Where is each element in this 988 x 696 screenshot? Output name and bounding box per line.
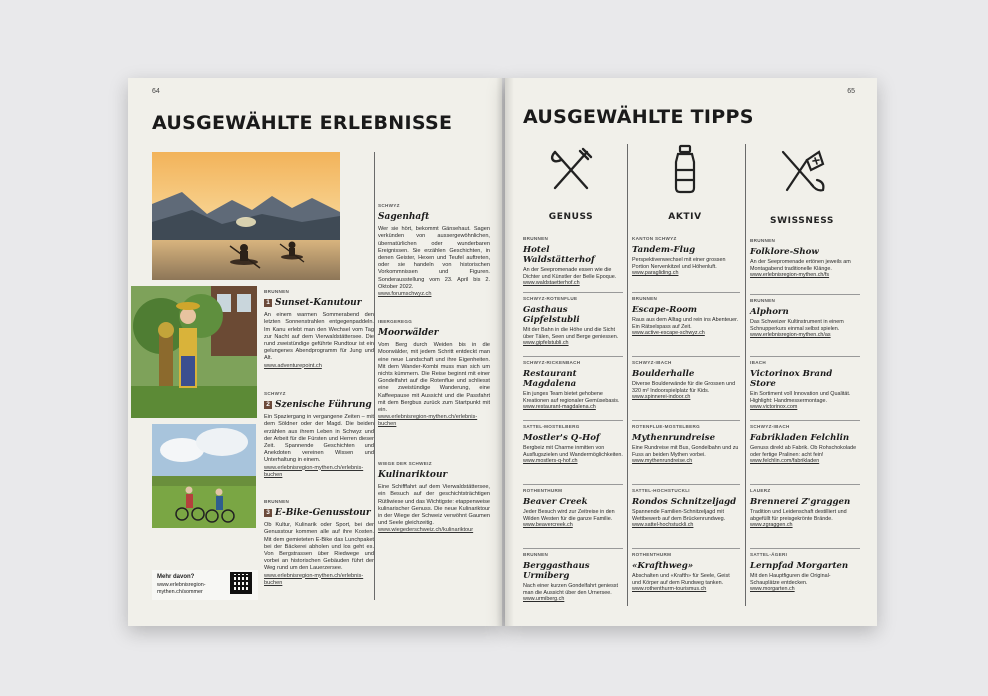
right-page — [505, 78, 877, 626]
tip-beaver-creek — [523, 488, 623, 529]
tip-separator — [523, 548, 623, 549]
tip-text: Mit den Hauptfiguren die Original-Schauplätze entdecken. — [750, 572, 831, 586]
tip-berggasthaus-urmiberg — [523, 552, 623, 603]
tip-text: Das Schweizer Kultinstrument in einem Schnupperkurs einmal selbst spielen. — [750, 318, 844, 332]
tip-title: Alphorn — [750, 306, 789, 317]
tip-link[interactable]: www.erlebnisregion-mythen.ch/fs — [750, 272, 830, 279]
tip-separator — [750, 548, 860, 549]
tip-location: ROTHENTHURM — [632, 552, 672, 557]
tip-location: BRUNNEN — [523, 552, 549, 557]
tip-location: SATTEL-MOSTELBERG — [523, 424, 580, 429]
tip-title: Victorinox Brand Store — [750, 368, 833, 389]
alphorn-flag-icon — [777, 146, 827, 201]
sunset-kayak-photo — [152, 152, 340, 280]
tip-title: Mostler's Q-Hof — [523, 432, 600, 443]
guided-tour-photo — [131, 286, 257, 418]
tip-title: Lernpfad Morgarten — [750, 560, 849, 571]
category-genuss: GENUSS — [548, 212, 594, 222]
tip-title: Berggasthaus Urmiberg — [523, 560, 590, 581]
entry-location: BRUNNEN — [264, 499, 290, 504]
tip-separator — [523, 420, 623, 421]
tip-location: BRUNNEN — [750, 238, 776, 243]
category-swissness: SWISSNESS — [770, 216, 834, 226]
tip-folklore-show — [750, 238, 860, 279]
entry-sagenhaft — [378, 202, 490, 298]
tip-text: An der Seepromenade ertönen jeweils am Montagabend traditionelle Klänge. — [750, 258, 851, 272]
page-title-left: AUSGEWÄHLTE ERLEBNISSE — [152, 112, 453, 134]
tip-restaurant-magdalena — [523, 360, 623, 411]
more-label: Mehr davon? — [157, 574, 195, 580]
tip-text: Bergbeiz mit Charme inmitten von Ausflugszielen und Wandermöglichkeiten. — [523, 444, 623, 458]
category-aktiv: AKTIV — [668, 212, 702, 222]
entry-link[interactable]: www.adventurepoint.ch — [264, 362, 322, 369]
tip-separator — [523, 356, 623, 357]
tip-mythenrundreise — [632, 424, 740, 465]
tip-title: Hotel Waldstätterhof — [523, 244, 595, 265]
tip-link[interactable]: www.sattel-hochstuckli.ch — [632, 522, 694, 529]
tip-separator — [750, 420, 860, 421]
page-number-left: 64 — [152, 88, 160, 95]
tip-boulderhalle — [632, 360, 740, 401]
tip-link[interactable]: www.rothenthurm-tourismus.ch — [632, 586, 707, 593]
tip-title: Mythenrundreise — [632, 432, 716, 443]
entry-link[interactable]: www.wiegederschweiz.ch/kulinariktour — [378, 527, 474, 534]
tip-title: Fabrikladen Felchlin — [750, 432, 850, 443]
tip-location: ROTHENTHURM — [523, 488, 563, 493]
tip-link[interactable]: www.urmiberg.ch — [523, 596, 565, 603]
tip-title: «Krafthweg» — [632, 560, 694, 571]
tip-separator — [632, 484, 740, 485]
tip-text: Jeder Besuch wird zur Zeitreise in den Wilden Westen für die ganze Familie. — [523, 508, 615, 522]
entry-text: Vom Berg durch Weiden bis in die Moorwälder, mit jedem Schritt entdeckt man eine neue Landschaft und ihre Eigenheiten. Mit dem Wander-Kombi muss man sich um nichts kümmern. Die Reise beginnt mit einer Gondelfahrt auf die Rotenflue und schliesst eine zweistündige Wanderung, eine Kaffeepause mit Aussicht und die Passfahrt mit dem Bergbus zurück zum Startpunkt mit ein. — [378, 342, 490, 414]
tip-location: BRUNNEN — [523, 236, 549, 241]
tip-title: Boulderhalle — [632, 368, 695, 379]
entry-location: BRUNNEN — [264, 289, 290, 294]
entry-moorwaelder — [378, 318, 490, 429]
qr-code[interactable] — [230, 572, 252, 594]
more-link[interactable]: www.erlebnisregion-mythen.ch/sommer — [157, 582, 206, 595]
tip-location: BRUNNEN — [750, 298, 776, 303]
tip-location: KANTON SCHWYZ — [632, 236, 677, 241]
tip-link[interactable]: www.erlebnisregion-mythen.ch/as — [750, 332, 831, 339]
tip-link[interactable]: www.felchlin.com/fabrikladen — [750, 458, 820, 465]
book-spine — [496, 78, 514, 626]
tip-separator — [750, 356, 860, 357]
tip-text: Eine Rundreise mit Bus, Gondelbahn und zu Fuss an beiden Mythen vorbei. — [632, 444, 739, 458]
tip-krafthweg — [632, 552, 740, 593]
tip-link[interactable]: www.paragliding.ch — [632, 270, 679, 277]
tip-victorinox-brand-store — [750, 360, 860, 411]
entry-location: SCHWYZ — [378, 203, 400, 208]
entry-title: 2 Szenische Führung — [264, 400, 374, 411]
tip-location: SCHWYZ-RICKENBACH — [523, 360, 581, 365]
tip-text: Nach einer kurzen Gondelfahrt geniesst man die Aussicht über den Urnersee. — [523, 582, 618, 596]
entry-title: 1 Sunset-Kanutour — [264, 298, 374, 309]
tip-link[interactable]: www.victorinox.com — [750, 404, 798, 411]
tip-title: Tandem-Flug — [632, 244, 696, 255]
entry-title: Kulinariktour — [378, 470, 448, 481]
tip-location: LAUERZ — [750, 488, 771, 493]
tip-title: Brennerei Z'graggen — [750, 496, 851, 507]
tip-location: SCHWYZ-ROTENFLUE — [523, 296, 578, 301]
tip-link[interactable]: www.active-escape-schwyz.ch — [632, 330, 705, 337]
tip-link[interactable]: www.waldstaetterhof.ch — [523, 280, 580, 287]
column-divider — [745, 144, 746, 606]
tip-text: Diverse Boulderwände für die Grossen und 320 m² Indoorspielplatz für Kids. — [632, 380, 736, 394]
tip-separator — [523, 484, 623, 485]
ebike-photo — [152, 424, 256, 528]
page-number-right: 65 — [847, 88, 855, 95]
tip-location: SATTEL-HOCHSTUCKLI — [632, 488, 690, 493]
page-title-right: AUSGEWÄHLTE TIPPS — [523, 106, 754, 128]
tip-separator — [523, 292, 623, 293]
tip-lernpfad-morgarten — [750, 552, 860, 593]
entry-location: IBERGEREGG — [378, 319, 413, 324]
entry-text: Eine Schifffahrt auf dem Vierwaldstättersee, ein Besuch auf der geschichtsträchtigen Rütliwiese und das Wichtigste: etappenweise kulinarischer Genuss. Die neue Kulinariktour in der Wiege der Schweiz verwöhnt Gaumen und Seele gleichzeitig. — [378, 484, 490, 527]
tip-title: Beaver Creek — [523, 496, 588, 507]
tip-text: Mit der Bahn in die Höhe und die Sicht über Tälen, Seen und Berge geniessen. — [523, 326, 619, 340]
entry-title: Sagenhaft — [378, 212, 430, 223]
tip-location: ROTENFLUE-MOSTELBERG — [632, 424, 701, 429]
tip-title: Gasthaus Gipfelstubli — [523, 304, 580, 325]
tip-text: Ein junges Team bietet gehobene Kreationen auf regionaler Gemüsebasis. — [523, 390, 620, 404]
tip-text: Raus aus dem Alltag und rein ins Abenteuer. Ein Rätselspass auf Zeit. — [632, 316, 739, 330]
entry-title: Moorwälder — [378, 328, 439, 339]
tip-alphorn — [750, 298, 860, 339]
entry-title: 3 E-Bike-Genusstour — [264, 508, 374, 519]
entry-kulinariktour — [378, 460, 490, 535]
entry-sunset-kanutour — [264, 288, 374, 370]
entry-number-badge: 3 — [264, 509, 272, 517]
tip-location: SCHWYZ-IBACH — [750, 424, 790, 429]
entry-text: Ob Kultur, Kulinarik oder Sport, bei der Genusstour kommen alle auf ihre Kosten. Mit dem gemieteten E-Bike das Lunchpaket bei der Bäckerei abholen und los geht es. Von Bergstrassen über Riedwege und vorbei an historischen Gebäuden führt der Weg rund um den Lauerzersee. — [264, 522, 374, 572]
tip-location: SATTEL-ÄGERI — [750, 552, 788, 557]
entry-number-badge: 1 — [264, 299, 272, 307]
tip-text: Spannende Familien-Schnitzeljagd mit Wettbewerb auf dem Brückenrundweg. — [632, 508, 726, 522]
tip-link[interactable]: www.mythenrundreise.ch — [632, 458, 693, 465]
tip-title: Escape-Room — [632, 304, 697, 315]
tip-link[interactable]: www.gipfelstubli.ch — [523, 340, 569, 347]
column-divider — [374, 152, 375, 600]
tip-title: Restaurant Magdalena — [523, 368, 577, 389]
entry-link[interactable]: www.erlebnisregion-mythen.ch/erlebnis-buchen — [264, 572, 364, 586]
entry-location: WIEGE DER SCHWEIZ — [378, 461, 432, 466]
water-bottle-icon — [671, 144, 699, 199]
tip-brennerei-zgraggen — [750, 488, 860, 529]
tip-location: BRUNNEN — [632, 296, 658, 301]
tip-hotel-waldstaetterhof — [523, 236, 623, 287]
tip-text: Perspektivenwechsel mit einer grossen Portion Nervenkitzel und Höhenluft. — [632, 256, 726, 270]
entry-szenische-fuehrung — [264, 390, 374, 479]
tip-text: Ein Sortiment voll Innovation und Qualität. Highlight: Handmessermontage. — [750, 390, 851, 404]
tip-escape-room — [632, 296, 740, 337]
tip-link[interactable]: www.zgraggen.ch — [750, 522, 793, 529]
left-page — [128, 78, 502, 626]
tip-separator — [750, 294, 860, 295]
entry-text: Wer sie hört, bekommt Gänsehaut. Sagen verkünden von aussergewöhnlichen, übernatürlichen oder wunderbaren Ereignissen. Sie erzählen Geschichten, in denen Geister, Hexen und Teufel auftreten, oder sie handeln von historischen Vorkommnissen und Figuren. Sonderausstellung vom 23. April bis 2. Oktober 2022. — [378, 226, 490, 290]
entry-number-badge: 2 — [264, 401, 272, 409]
tip-gasthaus-gipfelstubli — [523, 296, 623, 347]
entry-link[interactable]: www.erlebnisregion-mythen.ch/erlebnis-buchen — [378, 414, 478, 428]
tip-link[interactable]: www.mostlers-q-hof.ch — [523, 458, 578, 465]
column-divider — [627, 144, 628, 606]
entry-link[interactable]: www.erlebnisregion-mythen.ch/erlebnis-buchen — [264, 464, 364, 478]
entry-link[interactable]: www.forumschwyz.ch — [378, 291, 432, 298]
entry-text: An einem warmen Sommerabend den letzten Sonnenstrahlen entgegenpaddeln. Im Kanu erlebt man den Wechsel vom Tag zur Nacht auf dem Vierwaldstättersee. Die rund zweistündige geführte Rundtour ist ein gelungenes Abendprogramm für Jung und Alt. — [264, 312, 374, 362]
tip-separator — [632, 548, 740, 549]
fork-knife-icon — [547, 146, 595, 199]
entry-ebike-genusstour — [264, 498, 374, 587]
tip-link[interactable]: www.morgarten.ch — [750, 586, 795, 593]
tip-rondos-schnitzeljagd — [632, 488, 740, 529]
tip-separator — [632, 356, 740, 357]
tip-text: Abschalten und «Krafth» für Seele, Geist und Körper auf dem Rundweg tanken. — [632, 572, 730, 586]
tip-text: An der Seepromenade essen wie die Dichter und Künstler der Belle Epoque. — [523, 266, 617, 280]
tip-fabrikladen-felchlin — [750, 424, 860, 465]
tip-link[interactable]: www.restaurant-magdalena.ch — [523, 404, 596, 411]
tip-link[interactable]: www.beavercreek.ch — [523, 522, 573, 529]
entry-text: Ein Spaziergang in vergangene Zeiten – mit dem Söldner oder der Magd. Die beiden erzählen aus ihrem Leben in Schwyz und der Arbeit für die Fürsten und Herren dieser Zeit. Spannende Geschichten und Anekdoten vereinen Wissen und Unterhaltung in einem. — [264, 414, 374, 464]
tip-tandem-flug — [632, 236, 740, 277]
tip-location: SCHWYZ-IBACH — [632, 360, 672, 365]
tip-separator — [750, 484, 860, 485]
tip-separator — [632, 420, 740, 421]
tip-link[interactable]: www.spinnerei-indoor.ch — [632, 394, 691, 401]
tip-title: Folklore-Show — [750, 246, 819, 257]
tip-separator — [632, 292, 740, 293]
tip-location: IBACH — [750, 360, 767, 365]
tip-text: Genuss direkt ab Fabrik. Ob Rohschokolade oder fertige Pralinen: acht fein! — [750, 444, 857, 458]
tip-title: Rondos Schnitzeljagd — [632, 496, 737, 507]
entry-location: SCHWYZ — [264, 391, 286, 396]
tip-text: Tradition und Leidenschaft destilliert und abgefüllt für preisgekrönte Brände. — [750, 508, 847, 522]
tip-mostlers-q-hof — [523, 424, 623, 465]
